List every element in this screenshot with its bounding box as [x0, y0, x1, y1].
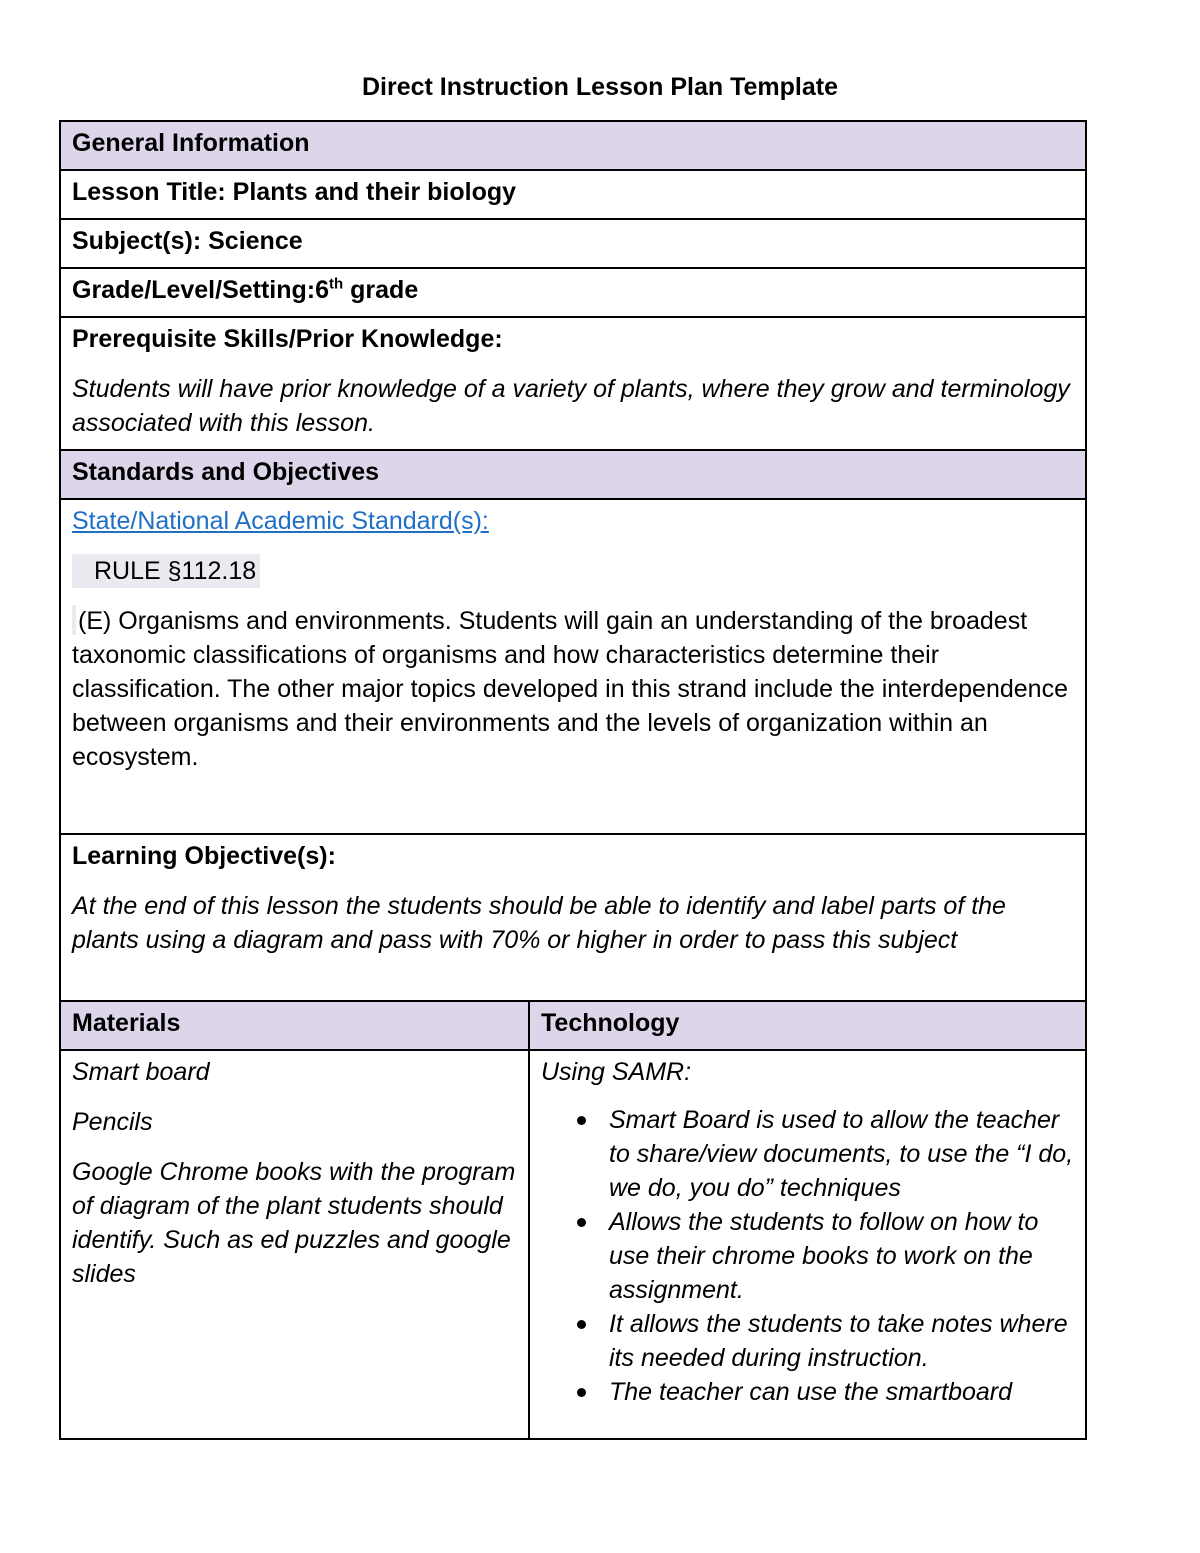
materials-technology-row [60, 1050, 1086, 1439]
list-item [609, 1307, 1074, 1375]
lesson-plan-table [59, 120, 1087, 1440]
bullet-icon [577, 1320, 586, 1329]
standards-cell [60, 499, 1086, 834]
general-information-header: General Information [60, 121, 1086, 170]
materials-cell [60, 1050, 529, 1439]
list-item [609, 1205, 1074, 1307]
materials-technology-header-row [60, 1001, 1086, 1050]
objectives-cell [60, 834, 1086, 1001]
lesson-title: Lesson Title: Plants and their biology [60, 170, 1086, 219]
technology-header: Technology [529, 1001, 1086, 1050]
prerequisite-text: Students will have prior knowledge of a variety of plants, where they grow and terminology associated with this lesson. [72, 375, 1070, 437]
subjects-row [60, 219, 1086, 268]
lesson-title-row [60, 170, 1086, 219]
highlight-mark [72, 605, 76, 635]
prerequisite-label: Prerequisite Skills/Prior Knowledge: [72, 325, 503, 353]
technology-bullet-text: Smart Board is used to allow the teacher to share/view documents, to use the “I do, we do, you do” techniques [609, 1106, 1074, 1202]
standards-header-row [60, 450, 1086, 499]
grade-suffix: grade [343, 276, 419, 304]
materials-header: Materials [60, 1001, 529, 1050]
grade-level-setting [60, 268, 1086, 317]
technology-cell [529, 1050, 1086, 1439]
standards-link[interactable]: State/National Academic Standard(s): [72, 507, 489, 535]
materials-item: Pencils [72, 1108, 153, 1136]
grade-row [60, 268, 1086, 317]
bullet-icon [577, 1388, 586, 1397]
list-item [609, 1375, 1074, 1409]
prerequisite-row [60, 317, 1086, 450]
grade-superscript: th [329, 275, 344, 293]
standard-text: (E) Organisms and environments. Students will gain an understanding of the broadest taxonomic classifications of organisms and how characteristics determine their classification. The other major topics developed in this strand include the interdependence between organisms and their environments and the levels of organization within an ecosystem. [72, 607, 1068, 771]
technology-intro: Using SAMR: [541, 1058, 692, 1086]
standards-header: Standards and Objectives [60, 450, 1086, 499]
materials-item: Google Chrome books with the program of diagram of the plant students should identify. Such as ed puzzles and google slides [72, 1158, 516, 1288]
grade-prefix: Grade/Level/Setting:6 [72, 276, 330, 304]
technology-list [541, 1103, 1074, 1409]
bullet-icon [577, 1116, 586, 1125]
rule-number: RULE §112.18 [72, 554, 260, 588]
materials-item: Smart board [72, 1058, 210, 1086]
objectives-text: At the end of this lesson the students should be able to identify and label parts of the plants using a diagram and pass with 70% or higher in order to pass this subject [72, 892, 1006, 954]
standards-row [60, 499, 1086, 834]
technology-bullet-text: Allows the students to follow on how to use their chrome books to work on the assignment. [609, 1208, 1039, 1304]
bullet-icon [577, 1218, 586, 1227]
technology-bullet-text: It allows the students to take notes where its needed during instruction. [609, 1310, 1068, 1372]
technology-bullet-text: The teacher can use the smartboard [609, 1378, 1013, 1406]
subjects: Subject(s): Science [60, 219, 1086, 268]
objectives-label: Learning Objective(s): [72, 842, 336, 870]
objectives-row [60, 834, 1086, 1001]
list-item [609, 1103, 1074, 1205]
general-information-header-row [60, 121, 1086, 170]
prerequisite-cell [60, 317, 1086, 450]
document-title: Direct Instruction Lesson Plan Template [361, 73, 839, 101]
